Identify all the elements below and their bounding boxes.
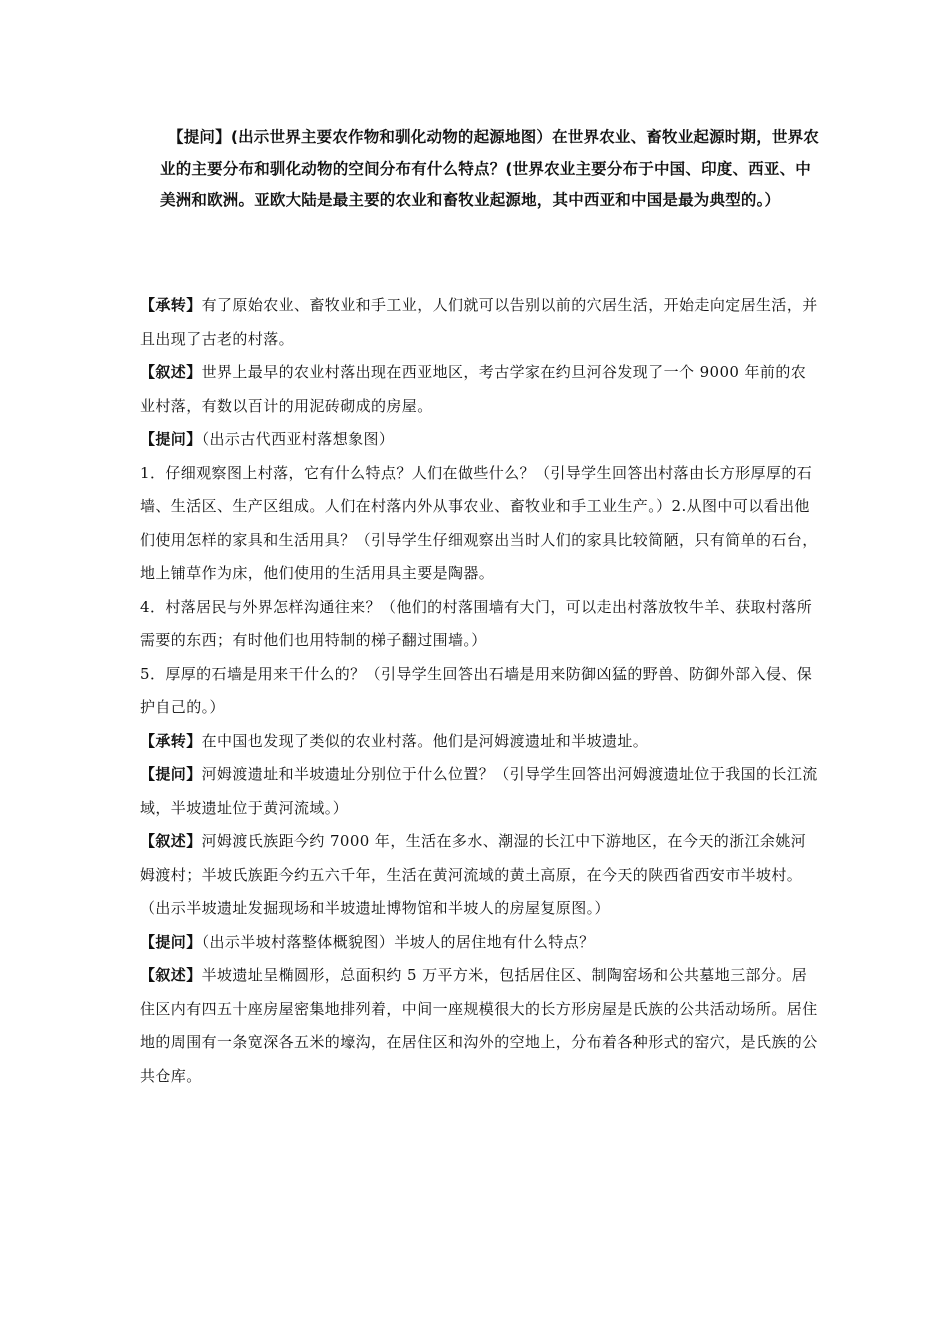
paragraph xyxy=(140,825,818,926)
intro-paragraph xyxy=(160,122,822,217)
document-body xyxy=(140,289,818,1093)
paragraph xyxy=(140,457,818,591)
paragraph xyxy=(140,959,818,1093)
paragraph xyxy=(140,926,818,960)
paragraph-text: 在中国也发现了类似的农业村落。他们是河姆渡遗址和半坡遗址。 xyxy=(201,731,649,750)
paragraph xyxy=(140,725,818,759)
paragraph-text: 河姆渡遗址和半坡遗址分别位于什么位置？（引导学生回答出河姆渡遗址位于我国的长江流域，半坡遗址位于黄河流域。） xyxy=(140,765,818,817)
paragraph xyxy=(140,658,818,725)
paragraph-tag: 【提问】 xyxy=(140,932,202,951)
paragraph-tag: 【承转】 xyxy=(140,296,202,314)
paragraph xyxy=(140,423,818,457)
paragraph-tag: 【承转】 xyxy=(140,731,202,750)
paragraph-tag: 【叙述】 xyxy=(140,966,202,984)
paragraph xyxy=(140,591,818,658)
paragraph-tag: 【叙述】 xyxy=(140,832,202,850)
paragraph-text: 河姆渡氏族距今约 7000 年，生活在多水、潮湿的长江中下游地区，在今天的浙江余姚河姆渡村；半坡氏族距今约五六千年，生活在黄河流域的黄土高原，在今天的陕西省西安市半坡村。（出示半坡遗址发掘现场和半坡遗址博物馆和半坡人的房屋复原图。） xyxy=(140,832,807,917)
paragraph xyxy=(140,758,818,825)
paragraph-tag: 【提问】 xyxy=(168,128,231,146)
paragraph-text: 半坡遗址呈椭圆形，总面积约 5 万平方米，包括居住区、制陶窑场和公共墓地三部分。居住区内有四五十座房屋密集地排列着，中间一座规模很大的长方形房屋是氏族的公共活动场所。居住地的周围有一条宽深各五米的壕沟，在居住区和沟外的空地上，分布着各种形式的窑穴，是氏族的公共仓库。 xyxy=(140,966,818,1085)
paragraph-text: 世界上最早的农业村落出现在西亚地区，考古学家在约旦河谷发现了一个 9000 年前的农业村落，有数以百计的用泥砖砌成的房屋。 xyxy=(140,363,807,415)
paragraph-text: （出示古代西亚村落想象图） xyxy=(201,430,395,448)
paragraph-tag: 【提问】 xyxy=(140,765,202,783)
paragraph-text: 4．村落居民与外界怎样沟通往来？（他们的村落围墙有大门，可以走出村落放牧牛羊、获取村落所需要的东西；有时他们也用特制的梯子翻过围墙。） xyxy=(140,597,813,649)
paragraph-text: (出示世界主要农作物和驯化动物的起源地图）在世界农业、畜牧业起源时期，世界农业的主要分布和驯化动物的空间分布有什么特点？(世界农业主要分布于中国、印度、西亚、中美洲和欧洲。亚欧大陆是最主要的农业和畜牧业起源地，其中西亚和中国是最为典型的。） xyxy=(160,128,819,209)
paragraph xyxy=(140,356,818,423)
paragraph-tag: 【提问】 xyxy=(140,430,202,448)
paragraph-tag: 【叙述】 xyxy=(140,363,202,381)
paragraph-text: （出示半坡村落整体概貌图）半坡人的居住地有什么特点？ xyxy=(201,932,595,951)
paragraph-text: 1．仔细观察图上村落，它有什么特点？人们在做些什么？（引导学生回答出村落由长方形厚厚的石墙、生活区、生产区组成。人们在村落内外从事农业、畜牧业和手工业生产。）2.从图中可以看出他们使用怎样的家具和生活用具？（引导学生仔细观察出当时人们的家具比较简陋，只有简单的石台，地上铺草作为床，他们使用的生活用具主要是陶器。 xyxy=(140,463,818,582)
paragraph xyxy=(140,289,818,356)
paragraph-text: 有了原始农业、畜牧业和手工业，人们就可以告别以前的穴居生活，开始走向定居生活，并且出现了古老的村落。 xyxy=(140,296,818,348)
paragraph-text: 5．厚厚的石墙是用来干什么的？（引导学生回答出石墙是用来防御凶猛的野兽、防御外部入侵、保护自己的。） xyxy=(140,664,813,716)
